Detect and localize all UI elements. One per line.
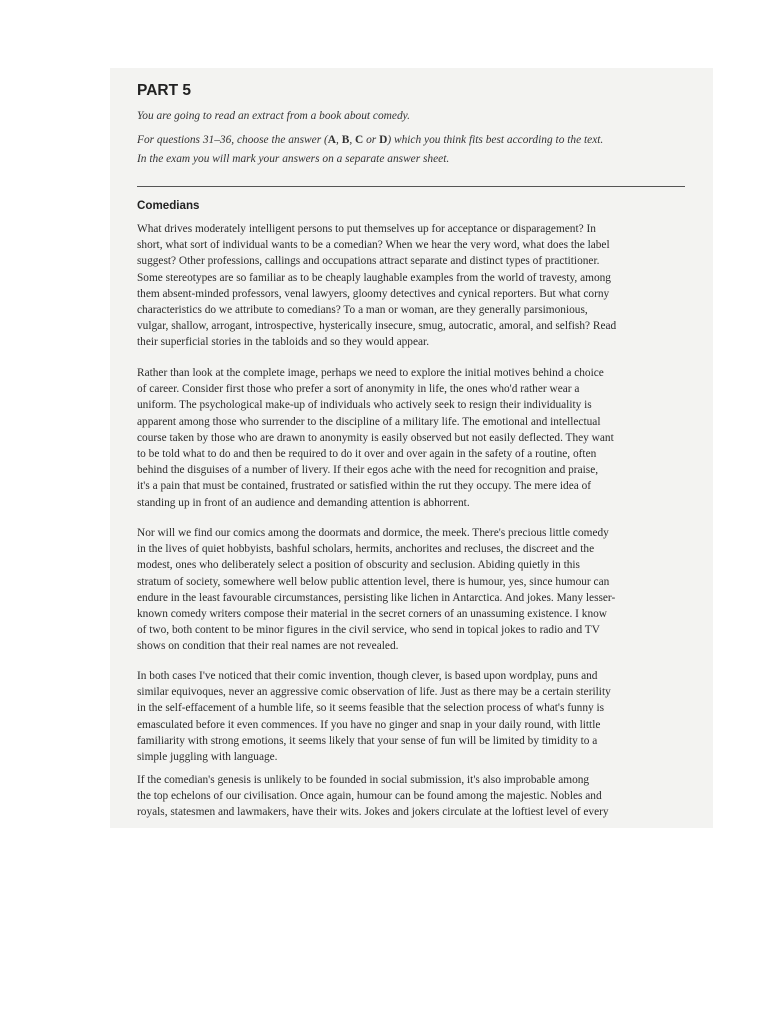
instruction-line-3: In the exam you will mark your answers on a separate answer sheet.	[137, 153, 450, 165]
instruction-line-2-pre: For questions 31–36, choose the answer (	[137, 134, 328, 146]
text-line: Rather than look at the complete image, perhaps we need to explore the initial motives behind a choice	[137, 367, 604, 379]
text-line: of career. Consider first those who prefer a sort of anonymity in life, the ones who'd rather wear a	[137, 383, 580, 396]
text-line: course taken by those who are drawn to anonymity is easily observed but not easily deflected. They want	[137, 431, 614, 444]
text-line: endure in the least favourable circumstances, persisting like lichen in Antarctica. And jokes. Many lesser-	[137, 591, 616, 604]
text-line: familiarity with strong emotions, it seems likely that your sense of fun will be limited by timidity to a	[137, 734, 598, 747]
text-line: it's a pain that must be contained, frustrated or satisfied within the rut they occupy. The mere idea of	[137, 480, 592, 493]
text-line: In both cases I've noticed that their comic invention, though clever, is based upon wordplay, puns and	[137, 670, 598, 682]
text-line: vulgar, shallow, arrogant, introspective, hysterically insecure, smug, autocratic, amoral, and selfish? Read	[137, 320, 617, 333]
option-d: D	[379, 134, 388, 146]
text-line: them absent-minded professors, venal lawyers, gloomy detectives and cynical reporters. But what corny	[137, 287, 610, 300]
text-line: similar equivoques, never an aggressive comic observation of life. Just as there may be a certain sterility	[137, 686, 611, 699]
text-line: their superficial stories in the tabloids and so they would appear.	[137, 336, 430, 349]
text-line: apparent among those who surrender to the discipline of a military life. The emotional and intellectual	[137, 415, 601, 428]
text-line: What drives moderately intelligent persons to put themselves up for acceptance or disparagement? In	[137, 223, 596, 235]
paragraph-5	[137, 772, 687, 821]
text-line: emasculated before it even commences. If you have no ginger and snap in your daily round, with little	[137, 718, 601, 731]
paragraph-3	[137, 525, 687, 655]
text-line: Nor will we find our comics among the doormats and dormice, the meek. There's precious little comedy	[137, 527, 609, 539]
paragraph-1	[137, 221, 687, 351]
paragraph-2	[137, 365, 687, 511]
text-line: in the lives of quiet hobbyists, bashful scholars, hermits, anchorites and recluses, the discreet and the	[137, 543, 595, 556]
text-line: of two, both content to be minor figures in the civil service, who send in topical jokes to radio and TV	[137, 624, 600, 637]
paragraph-4	[137, 668, 687, 765]
divider-rule	[137, 186, 685, 187]
text-line: in the self-effacement of a humble life, so it seems feasible that the selection process of what's funny is	[137, 702, 605, 715]
instruction-line-2-post: ) which you think fits best according to the text.	[387, 134, 604, 146]
text-line: behind the disguises of a number of livery. If their egos ache with the need for recognition and praise,	[137, 464, 599, 477]
document-page	[110, 68, 713, 828]
text-line: short, what sort of individual wants to be a comedian? When we hear the very word, what does the label	[137, 239, 610, 252]
text-line: known comedy writers compose their material in the secret corners of an unassuming existence. I know	[137, 608, 607, 621]
option-b: B	[341, 134, 350, 146]
instruction-line-1: You are going to read an extract from a book about comedy.	[137, 110, 410, 122]
separator-or: or	[363, 134, 380, 146]
text-line: royals, statesmen and lawmakers, have their wits. Jokes and jokers circulate at the loftiest level of every	[137, 806, 609, 819]
text-line: the top echelons of our civilisation. Once again, humour can be found among the majestic. Nobles and	[137, 790, 602, 803]
article-heading: Comedians	[137, 199, 200, 212]
text-line: shows on condition that their real names are not revealed.	[137, 640, 399, 653]
text-line: Some stereotypes are so familiar as to be cheaply laughable examples from the world of travesty, among	[137, 271, 611, 284]
option-a: A	[327, 134, 337, 146]
text-line: modest, ones who deliberately select a position of obscurity and seclusion. Abiding quietly in this	[137, 559, 580, 572]
part-title: PART 5	[137, 82, 191, 99]
separator-2: ,	[349, 134, 356, 146]
text-line: stratum of society, somewhere well below public attention level, there is humour, yes, since humour can	[137, 575, 610, 588]
text-line: suggest? Other professions, callings and occupations attract separate and distinct types of practitioner.	[137, 255, 600, 268]
text-line: simple juggling with language.	[137, 751, 278, 764]
text-line: uniform. The psychological make-up of individuals who actively seek to resign their individuality is	[137, 399, 592, 412]
text-line: If the comedian's genesis is unlikely to be founded in social submission, it's also improbable among	[137, 774, 590, 786]
option-c: C	[355, 134, 364, 146]
text-line: standing up in front of an audience and demanding attention is abhorrent.	[137, 496, 470, 509]
text-line: characteristics do we attribute to comedians? To a man or woman, are they generally parsimonious,	[137, 304, 588, 317]
instruction-line-2	[137, 134, 603, 146]
text-line: to be told what to do and then be required to do it over and over again in the safety of a routine, often	[137, 448, 597, 461]
separator-1: ,	[336, 134, 342, 146]
